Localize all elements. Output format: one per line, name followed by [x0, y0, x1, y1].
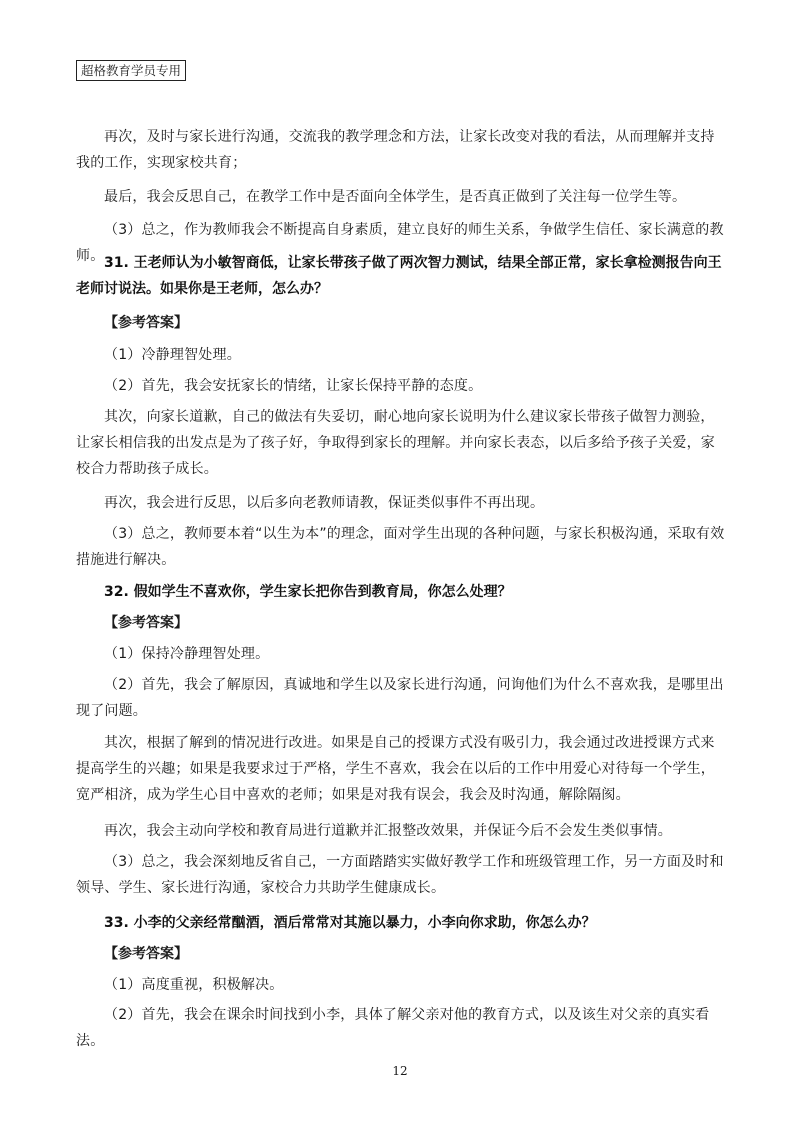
paragraph: 再次，及时与家长进行沟通，交流我的教学理念和方法，让家长改变对我的看法，从而理解并支持我的工作，实现家校共育；: [76, 129, 715, 171]
paragraph: （3）总之，作为教师我会不断提高自身素质，建立良好的师生关系，争做学生信任、家长满意的教师。: [76, 222, 724, 264]
paragraph: （2）首先，我会了解原因，真诚地和学生以及家长进行沟通，问询他们为什么不喜欢我，是哪里出现了问题。: [76, 677, 724, 719]
question-32: 32. 假如学生不喜欢你，学生家长把你告到教育局，你怎么处理？: [104, 584, 512, 600]
paragraph: （2）首先，我会安抚家长的情绪，让家长保持平静的态度。: [104, 378, 483, 394]
paragraph: 其次，根据了解到的情况进行改进。如果是自己的授课方式没有吸引力，我会通过改进授课方式来提高学生的兴趣；如果是我要求过于严格，学生不喜欢，我会在以后的工作中用爱心对待每一个学生，宽严相济，成为学生心目中喜欢的老师；如果是对我有误会，我会及时沟通，解除隔阂。: [76, 735, 715, 803]
reference-answer-heading: 【参考答案】: [104, 615, 188, 631]
question-33: 33. 小李的父亲经常酗酒，酒后常常对其施以暴力，小李向你求助，你怎么办？: [104, 915, 596, 931]
reference-answer-heading: 【参考答案】: [104, 946, 188, 962]
paragraph: 再次，我会进行反思，以后多向老教师请教，保证类似事件不再出现。: [104, 495, 545, 511]
header-label: 超格教育学员专用: [76, 60, 186, 81]
question-31: 31. 王老师认为小敏智商低，让家长带孩子做了两次智力测试，结果全部正常，家长拿检测报告向王老师讨说法。如果你是王老师，怎么办？: [76, 255, 722, 297]
paragraph: 最后，我会反思自己，在教学工作中是否面向全体学生，是否真正做到了关注每一位学生等。: [104, 189, 687, 205]
paragraph: （2）首先，我会在课余时间找到小李，具体了解父亲对他的教育方式，以及该生对父亲的真实看法。: [76, 1007, 710, 1049]
paragraph: 再次，我会主动向学校和教育局进行道歉并汇报整改效果，并保证今后不会发生类似事情。: [104, 823, 672, 839]
paragraph: （1）高度重视，积极解决。: [104, 977, 284, 993]
paragraph: （1）冷静理智处理。: [104, 347, 241, 363]
paragraph: 其次，向家长道歉，自己的做法有失妥切，耐心地向家长说明为什么建议家长带孩子做智力测验，让家长相信我的出发点是为了孩子好，争取得到家长的理解。并向家长表态，以后多给予孩子关爱，家校合力帮助孩子成长。: [76, 409, 715, 477]
paragraph: （3）总之，我会深刻地反省自己，一方面踏踏实实做好教学工作和班级管理工作，另一方面及时和领导、学生、家长进行沟通，家校合力共助学生健康成长。: [76, 854, 724, 896]
page-number: 12: [392, 1064, 408, 1078]
paragraph: （3）总之，教师要本着“以生为本”的理念，面对学生出现的各种问题，与家长积极沟通，采取有效措施进行解决。: [76, 526, 725, 568]
paragraph: （1）保持冷静理智处理。: [104, 646, 270, 662]
reference-answer-heading: 【参考答案】: [104, 315, 188, 331]
